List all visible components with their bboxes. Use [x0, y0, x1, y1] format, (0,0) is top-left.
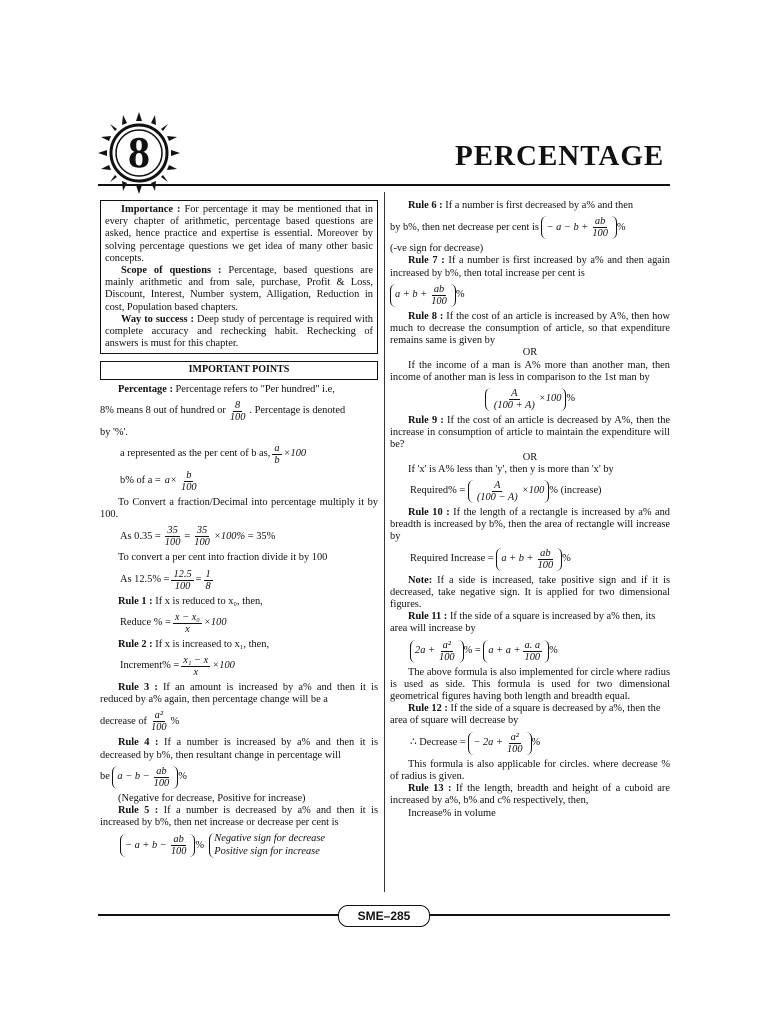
required-text: Required% =: [410, 485, 466, 497]
column-divider: [384, 192, 385, 892]
increment-text: Increment% =: [120, 660, 180, 672]
rule8-alt: If the income of a man is A% more than another man, then income of another man is less in comparison to the 1st man by: [390, 359, 670, 383]
intro-box: [100, 200, 378, 354]
decrease-of-text: decrease of: [100, 715, 148, 727]
eight-pre: 8% means 8 out of hundred or: [100, 405, 226, 417]
reduce-formula: Reduce % = $\frac{\text{x − x₀}}{x}$ ×100: [120, 611, 227, 635]
as-125-line: As 12.5% = $\frac{12.5}{100}$ = $\frac{1}{8}$: [120, 568, 211, 592]
importance-text: For percentage it may be mentioned that in every chapter of arithmetic, percentage based questions are asked, hence practice and expertise is essential. Moreover by solving percentage questions we get idea of many other basic concepts.: [105, 204, 373, 264]
reduce-text: Reduce % =: [120, 617, 171, 629]
rule6-label: Rule 6 :: [408, 200, 443, 211]
chapter-number: 8: [128, 128, 150, 177]
rule8-formula: $\frac{A}{(100 + A)}$ ×100 %: [390, 388, 670, 411]
rule11-after: The above formula is also implemented for circle where radius is used as side. This formula is used for two dimensional geometrical figures having both length and breadth equal.: [390, 666, 670, 703]
rule11-label: Rule 11 :: [408, 611, 448, 623]
left-column: [100, 200, 378, 862]
increase-word: (increase): [560, 485, 602, 497]
a-represented-line: a represented as the per cent of b as, $\frac{a}{b}$ ×100: [120, 443, 307, 467]
res35-text: = 35%: [247, 530, 276, 542]
rule9-label: Rule 9 :: [408, 415, 444, 427]
as125-text: As 12.5% =: [120, 574, 170, 586]
neg-pos-note: (Negative for decrease, Positive for increase): [118, 792, 306, 804]
rule4-text: If a number is increased by a% and then it is decreased by b%, then resultant change in percentage will: [100, 737, 378, 761]
rule1-label: Rule 1 :: [118, 595, 153, 607]
rule7-label: Rule 7 :: [408, 255, 445, 267]
rule5-formula: − a + b − $\frac{ab}{100}$ % Negative sign for decrease Positive sign for increase: [120, 833, 378, 857]
note-label: Note:: [408, 574, 433, 586]
rule6-note: (-ve sign for decrease): [390, 243, 484, 255]
rule3-text: If an amount is increased by a% and then it is reduced by a% again, then percentage change will be a: [100, 682, 378, 706]
page-number-badge: SME–285: [338, 905, 430, 927]
b-of-a-text: b% of a =: [120, 475, 161, 487]
rule10-text: If the length of a rectangle is increased by a% and breadth is increased by b%, then the area of rectangle will increase by: [390, 507, 670, 543]
rule5-label: Rule 5 :: [118, 805, 159, 817]
rule3-label: Rule 3 :: [118, 682, 158, 694]
rule9-alt: If 'x' is A% less than 'y', then y is more than 'x' by: [408, 463, 614, 475]
a-rep-text: a represented as the per cent of b as,: [120, 448, 271, 460]
note-text: If a side is increased, take positive sign and if it is decreased, take negative sign. It is applied for two dimensional figures.: [390, 574, 670, 611]
rule11-formula: 2a + $\frac{\text{a²}}{100}$ % = a + a + $\frac{a. a}{100}$ %: [410, 640, 670, 663]
decrease-of-formula: decrease of $\frac{\text{a²}}{100}$ %: [100, 710, 180, 734]
pos-sign-text: Positive sign for increase: [214, 845, 320, 857]
rule4-label: Rule 4 :: [118, 737, 159, 749]
rule2-label: Rule 2 :: [118, 638, 153, 650]
rule13-label: Rule 13 :: [408, 783, 452, 795]
req-increase-text: Required Increase =: [410, 553, 494, 565]
as-035-line: As 0.35 = $\frac{35}{100}$ = $\frac{35}{100}$ ×100% = 35%: [120, 525, 276, 549]
a-over-b: $\frac{a}{b}$: [274, 443, 280, 467]
rule8-label: Rule 8 :: [408, 310, 444, 322]
rule11-text: If the side of a square is increased by a% then, its area will increase by: [390, 611, 656, 635]
percentage-text: Percentage refers to "Per hundred" i.e,: [172, 383, 335, 395]
rule8-text: If the cost of an article is increased by A%, then how much to decrease the consumption of article, so that expenditure remains same is given by: [390, 310, 670, 347]
eight-post: . Percentage is denoted: [249, 405, 346, 417]
as035-text: As 0.35 =: [120, 530, 161, 542]
rule2-text: If x is increased to x₁, then,: [152, 638, 270, 650]
increment-formula: Increment% = $\frac{\text{x₁ − x}}{x}$ ×100: [120, 655, 235, 679]
convert-fraction-text: To Convert a fraction/Decimal into percentage multiply it by 100.: [100, 497, 378, 521]
rule6-formula: by b%, then net decrease per cent is − a − b + $\frac{ab}{100}$ %: [390, 216, 626, 240]
neg-sign-text: Negative sign for decrease: [214, 833, 325, 845]
rule13-text: If the length, breadth and height of a cuboid are increased by a%, b% and c% respectively, then,: [390, 783, 670, 807]
header-divider: [98, 184, 670, 186]
success-label: Way to success :: [121, 313, 195, 325]
b-of-a-line: b% of a = a× $\frac{b}{100}$: [120, 470, 197, 494]
rule12-after: This formula is also applicable for circles. where decrease % of radius is given.: [390, 758, 670, 782]
b-over-100: $\frac{b}{100}$: [181, 470, 197, 494]
rule12-label: Rule 12 :: [408, 703, 448, 715]
convert-percent-text: To convert a per cent into fraction divide it by 100: [118, 552, 328, 564]
scope-text: Percentage, based questions are mainly arithmetic and from sale, purchase, Profit & Loss, Discount, Interest, Number system, Alligation, Reduction in cost, Population based chapters.: [105, 265, 373, 313]
rule12-text: If the side of a square is decreased by a%, then the area of square will decrease by: [390, 703, 661, 727]
rule12-formula: ∴ Decrease = − 2a + $\frac{\text{a²}}{100}$ %: [410, 731, 541, 755]
rule9-text: If the cost of an article is decreased by A%, then the increase in consumption of article to maintain the expenditure will be?: [390, 415, 671, 451]
success-text: Deep study of percentage is required with complete accuracy and rechecking habit. Rechecking of answers is must for this chapter.: [105, 313, 373, 350]
rule9-formula: Required% = $\frac{A}{(100 - A)}$ ×100 % (increase): [410, 480, 602, 504]
rule6-cont: by b%, then net decrease per cent is: [390, 221, 539, 233]
rule7-text: If a number is first increased by a% and then again increased by b%, then total increase per cent is: [390, 255, 670, 279]
right-column: [390, 200, 670, 820]
by-symbol: by '%'.: [100, 426, 128, 438]
or-1: OR: [522, 347, 538, 359]
eight-fraction: $\frac{8}{100}$: [229, 399, 246, 423]
rule6-text: If a number is first decreased by a% and then: [442, 200, 634, 211]
eight-percent-line: [100, 400, 378, 423]
chapter-title: PERCENTAGE: [455, 140, 665, 172]
therefore-dec-text: ∴ Decrease =: [410, 737, 466, 749]
rule7-formula: a + b + $\frac{ab}{100}$ %: [390, 284, 670, 307]
important-points-heading: IMPORTANT POINTS: [100, 361, 378, 379]
scope-label: Scope of questions :: [121, 265, 222, 277]
rule1-text: If x is reduced to x₀, then,: [152, 595, 263, 607]
be-text: be: [100, 771, 110, 783]
rule10-label: Rule 10 :: [408, 507, 450, 519]
or-2: OR: [522, 451, 538, 463]
rule10-formula: Required Increase = a + b + $\frac{ab}{100}$ %: [410, 547, 571, 571]
rule5-text: If a number is decreased by a% and then it is increased by b%, then net increase or decrease per cent is: [100, 805, 378, 829]
increase-volume-text: Increase% in volume: [408, 807, 496, 819]
rule4-formula: be a − b − $\frac{ab}{100}$ %: [100, 765, 187, 789]
importance-label: Importance :: [121, 204, 181, 215]
percentage-label: Percentage :: [118, 383, 173, 395]
